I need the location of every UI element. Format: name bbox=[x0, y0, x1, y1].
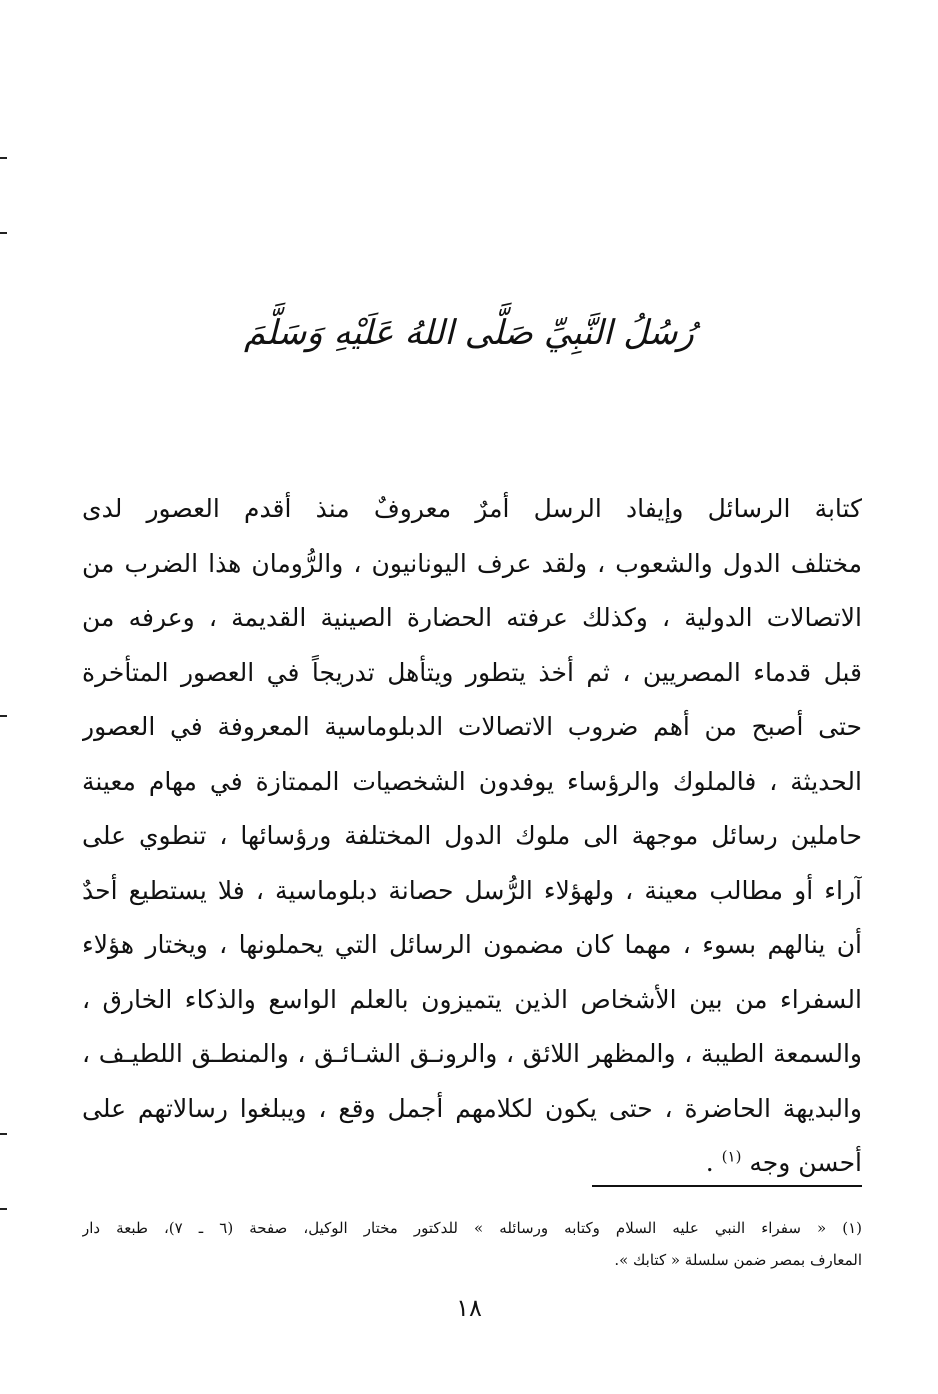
footnote-line: (١) « سفراء النبي عليه السلام وكتابه ورسائله » للدكتور مختار الوكيل، صفحة (٦ ـ ٧)، طبعة دار bbox=[82, 1219, 862, 1237]
text-line: كتابة الرسائل وإيفاد الرسل أمرٌ معروفٌ منذ أقدم العصور لدى bbox=[82, 494, 862, 523]
text-line: حاملين رسائل موجهة الى ملوك الدول المختلفة ورؤسائها ، تنطوي على bbox=[82, 821, 862, 850]
text-line: الحديثة ، فالملوك والرؤساء يوفدون الشخصيات الممتازة في مهام معينة bbox=[82, 766, 862, 796]
text-line: أن ينالهم بسوء ، مهما كان مضمون الرسائل التي يحملونها ، ويختار هؤلاء bbox=[82, 930, 862, 959]
footnote-separator bbox=[592, 1185, 862, 1187]
text-line: السفراء من بين الأشخاص الذين يتميزون بالعلم الواسع والذكاء الخارق ، bbox=[82, 984, 862, 1014]
last-line-text: أحسن وجه bbox=[749, 1148, 862, 1177]
text-line: مختلف الدول والشعوب ، ولقد عرف اليونانيون ، والرُّومان هذا الضرب من bbox=[82, 548, 862, 578]
scan-edge-mark bbox=[0, 715, 7, 717]
text-line-last bbox=[82, 1136, 862, 1191]
body-paragraph bbox=[82, 482, 862, 1191]
scan-edge-mark bbox=[0, 1208, 7, 1210]
scan-edge-mark bbox=[0, 232, 7, 234]
text-line: حتى أصبح من أهم ضروب الاتصالات الدبلوماسية المعروفة في العصور bbox=[82, 712, 862, 741]
scan-edge-mark bbox=[0, 157, 7, 159]
sentence-end: . bbox=[705, 1148, 714, 1177]
text-line: والبديهة الحاضرة ، حتى يكون لكلامهم أجمل وقع ، ويبلغوا رسالاتهم على bbox=[82, 1093, 862, 1123]
text-line: قبل قدماء المصريين ، ثم أخذ يتطور ويتأهل تدريجاً في العصور المتأخرة bbox=[82, 657, 862, 687]
scan-edge-mark bbox=[0, 1133, 7, 1135]
footnote-reference: (١) bbox=[721, 1147, 742, 1166]
footnote bbox=[82, 1212, 862, 1276]
text-line: والسمعة الطيبة ، والمظهر اللائق ، والرونـق الشـائـق ، والمنطـق اللطيـف ، bbox=[82, 1039, 862, 1068]
text-line: آراء أو مطالب معينة ، ولهؤلاء الرُّسل حصانة دبلوماسية ، فلا يستطيع أحدٌ bbox=[82, 875, 862, 905]
page-number: ١٨ bbox=[456, 1294, 482, 1322]
footnote-line: المعارف بمصر ضمن سلسلة « كتابك ». bbox=[614, 1251, 862, 1269]
chapter-title: رُسُلُ النَّبِيِّ صَلَّى اللهُ عَلَيْهِ وَسَلَّمَ bbox=[244, 313, 694, 353]
text-line: الاتصالات الدولية ، وكذلك عرفته الحضارة الصينية القديمة ، وعرفه من bbox=[82, 603, 862, 632]
